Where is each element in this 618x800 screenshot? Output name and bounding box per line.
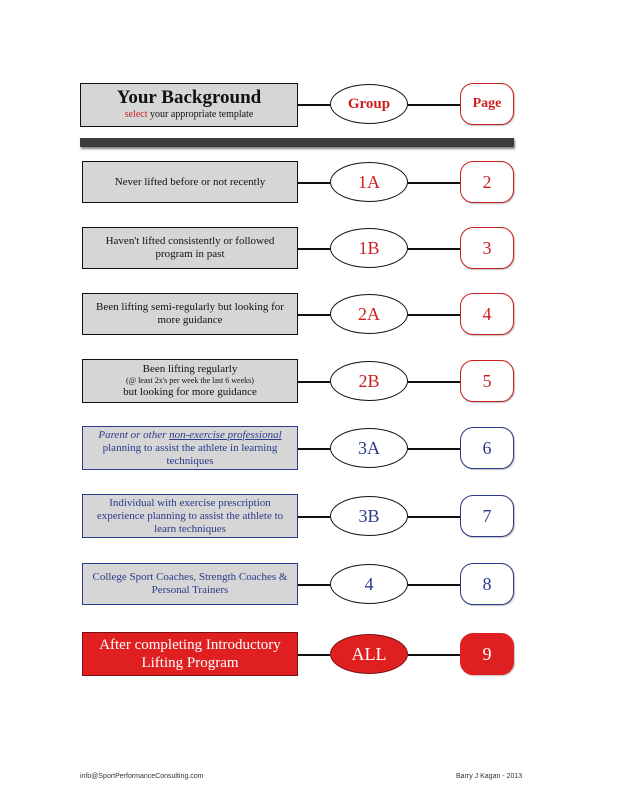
page-pill-8: 8 (460, 563, 514, 605)
option-text-italic: Parent or other (98, 428, 167, 441)
background-option-1b (82, 227, 298, 269)
connector-line (298, 516, 330, 518)
option-text: Individual with exercise prescription experience planning to assist the athlete to learn techniques (96, 496, 284, 535)
page-pill-6: 6 (460, 427, 514, 469)
connector-line (298, 104, 330, 106)
option-text-line1: Been lifting regularly (142, 363, 238, 375)
header-box (80, 83, 298, 127)
header-title: Your Background (116, 87, 262, 108)
page-pill-4: 4 (460, 293, 514, 335)
connector-line (298, 448, 330, 450)
option-text: Never lifted before or not recently (114, 175, 266, 188)
connector-line (408, 654, 460, 656)
option-text-line3: but looking for more guidance (123, 386, 257, 398)
group-oval-3b: 3B (330, 496, 408, 536)
connector-line (298, 654, 330, 656)
background-option-3a (82, 426, 298, 470)
footer-author: Barry J Kagan - 2013 (456, 773, 523, 780)
background-option-all (82, 632, 298, 676)
connector-line (408, 182, 460, 184)
option-text-line2: (@ least 2x's per week the last 6 weeks) (126, 376, 254, 385)
option-text-underline: non-exercise professional (169, 428, 282, 441)
header-subtitle-select: select (124, 109, 148, 120)
background-option-3b (82, 494, 298, 538)
header-subtitle-rest: your appropriate template (149, 109, 254, 120)
connector-line (408, 248, 460, 250)
option-text: Been lifting semi-regularly but looking for more guidance (96, 301, 284, 326)
option-text: College Sport Coaches, Strength Coaches & Personal Trainers (92, 571, 288, 596)
background-option-1a (82, 161, 298, 203)
connector-line (298, 248, 330, 250)
page-pill-9: 9 (460, 633, 514, 675)
option-text: Haven't lifted consistently or followed program in past (105, 235, 275, 260)
connector-line (408, 104, 460, 106)
connector-line (408, 448, 460, 450)
page-pill-3: 3 (460, 227, 514, 269)
connector-line (408, 516, 460, 518)
header-subtitle (81, 109, 297, 121)
connector-line (408, 314, 460, 316)
connector-line (408, 381, 460, 383)
footer-email: info@SportPerformanceConsulting.com (80, 773, 204, 780)
group-oval-3a: 3A (330, 428, 408, 468)
group-oval-all: ALL (330, 634, 408, 674)
background-option-4 (82, 563, 298, 605)
connector-line (408, 584, 460, 586)
connector-line (298, 314, 330, 316)
group-oval-1a: 1A (330, 162, 408, 202)
group-oval-4: 4 (330, 564, 408, 604)
connector-line (298, 182, 330, 184)
connector-line (298, 584, 330, 586)
page-pill-7: 7 (460, 495, 514, 537)
group-oval-2b: 2B (330, 361, 408, 401)
group-header-oval: Group (330, 84, 408, 124)
background-option-2b (82, 359, 298, 403)
option-text-line1 (98, 429, 281, 442)
group-oval-2a: 2A (330, 294, 408, 334)
connector-line (298, 381, 330, 383)
background-option-2a (82, 293, 298, 335)
page-pill-2: 2 (460, 161, 514, 203)
page-header-pill: Page (460, 83, 514, 125)
group-oval-1b: 1B (330, 228, 408, 268)
divider-bar (80, 138, 514, 147)
page-pill-5: 5 (460, 360, 514, 402)
option-text: After completing Introductory Lifting Program (99, 637, 281, 671)
option-text-rest: planning to assist the athlete in learning techniques (102, 441, 278, 467)
